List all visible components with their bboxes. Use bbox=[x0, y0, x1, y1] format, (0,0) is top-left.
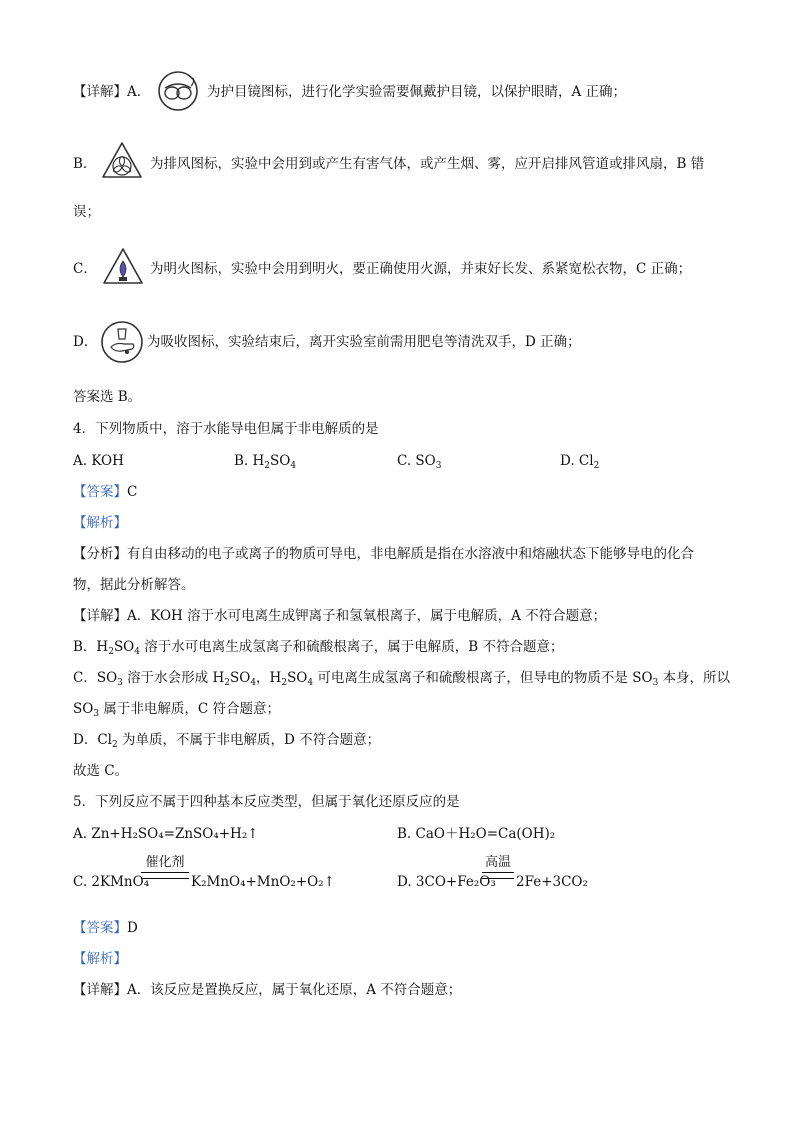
q4-detail-d: D．$Cl_2$ 为单质，不属于非电解质，D 不符合题意； bbox=[73, 732, 381, 750]
q3-detail-d: D． bbox=[73, 334, 98, 350]
goggles-icon bbox=[157, 70, 199, 112]
q4-detail-c-cont: $SO_3$ 属于非电解质，C 符合题意； bbox=[73, 701, 280, 719]
q4-conclusion: 故选 C。 bbox=[73, 763, 129, 779]
q5-option-c-left: C. 2KMnO₄ bbox=[73, 874, 150, 890]
q4-analysis-1: 【分析】有自由移动的电子或离子的物质可导电，非电解质是指在水溶液中和熔融状态下能够导电的化合 bbox=[73, 546, 694, 562]
q5-option-d-right: 2Fe+3CO₂ bbox=[516, 874, 588, 890]
q3-detail-a-text: 为护目镜图标，进行化学实验需要佩戴护目镜，以保护眼睛，A 正确； bbox=[207, 84, 627, 100]
q5-detail-a: 【详解】A．该反应是置换反应，属于氧化还原，A 不符合题意； bbox=[73, 982, 462, 998]
q4-option-c: C. $SO_3$ bbox=[397, 453, 442, 471]
exhaust-fan-icon bbox=[100, 141, 144, 185]
q5-analysis-tag: 【解析】 bbox=[73, 951, 127, 967]
q3-detail-c: C． bbox=[73, 261, 97, 277]
q5-option-b: B. CaO＋H₂O=Ca(OH)₂ bbox=[397, 826, 556, 842]
q4-detail-b: B．$H_2SO_4$ 溶于水可电离生成氢离子和硫酸根离子，属于电解质，B 不符合题意； bbox=[73, 639, 564, 657]
q4-analysis-tag: 【解析】 bbox=[73, 515, 127, 531]
q4-analysis-2: 物，据此分析解答。 bbox=[73, 577, 195, 593]
open-flame-icon bbox=[101, 247, 145, 291]
q5-option-a: A. Zn+H₂SO₄=ZnSO₄+H₂↑ bbox=[73, 826, 259, 842]
q4-detail-c: C．$SO_3$ 溶于水会形成 $H_2SO_4$，$H_2SO_4$ 可电离生成氢离子和硫酸根离子，但导电的物质不是 $SO_3$ 本身，所以 bbox=[73, 670, 731, 688]
q5-option-c-right: K₂MnO₄+MnO₂+O₂↑ bbox=[191, 874, 335, 890]
q3-detail-a: 【详解】A． bbox=[73, 84, 151, 100]
q4-option-d: D. $Cl_2$ bbox=[560, 453, 600, 471]
q4-answer: 【答案】C bbox=[73, 484, 138, 500]
q4-option-a: A. KOH bbox=[73, 453, 124, 469]
q3-detail-b-text: 为排风图标，实验中会用到或产生有害气体，或产生烟、雾，应开启排风管道或排风扇，B 错 bbox=[150, 156, 705, 172]
q5-stem: 5．下列反应不属于四种基本反应类型，但属于氧化还原反应的是 bbox=[73, 794, 460, 810]
q5-option-d-condition: 高温 bbox=[482, 855, 514, 879]
q4-stem: 4．下列物质中，溶于水能导电但属于非电解质的是 bbox=[73, 421, 379, 437]
q3-detail-c-text: 为明火图标，实验中会用到明火，要正确使用火源，并束好长发、系紧宽松衣物，C 正确； bbox=[150, 261, 692, 277]
q3-detail-b-text2: 误； bbox=[73, 204, 100, 220]
hand-wash-icon bbox=[100, 320, 144, 364]
q5-option-c-condition: 催化剂 bbox=[141, 855, 189, 879]
q3-answer: 答案选 B。 bbox=[73, 389, 142, 405]
q4-detail-a: 【详解】A．KOH 溶于水可电离生成钾离子和氢氧根离子，属于电解质，A 不符合题意； bbox=[73, 608, 607, 624]
q3-detail-b: B． bbox=[73, 156, 97, 172]
q3-detail-d-text: 为吸收图标，实验结束后，离开实验室前需用肥皂等清洗双手，D 正确； bbox=[147, 334, 581, 350]
q5-answer: 【答案】D bbox=[73, 920, 138, 936]
q5-option-d-left: D. 3CO+Fe₂O₃ bbox=[397, 874, 496, 890]
q4-option-b: B. $H_2SO_4$ bbox=[234, 453, 297, 471]
